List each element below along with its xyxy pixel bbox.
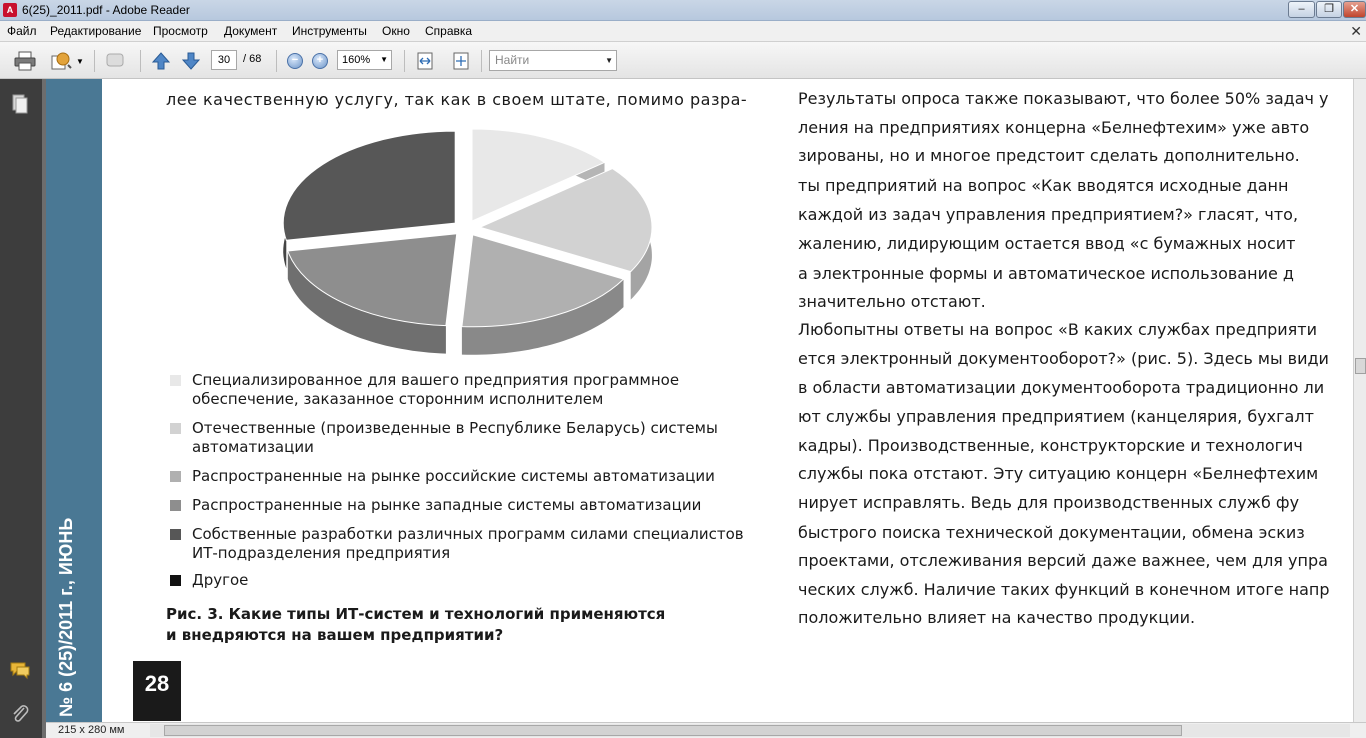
legend-swatch [170, 575, 181, 586]
paragraph-line: жалению, лидирующим остается ввод «с бумажных носит [798, 234, 1296, 253]
legend-label-line: Распространенные на рынке западные системы автоматизации [192, 496, 702, 514]
zoom-value: 160% [342, 54, 371, 66]
caption-line: и внедряются на вашем предприятии? [166, 626, 504, 644]
menu-help[interactable]: Справка [425, 24, 473, 38]
legend-swatch [170, 471, 181, 482]
journal-issue-mark: № 6 (25)/2011 г., ИЮНЬ [56, 517, 76, 717]
zoom-select[interactable] [337, 50, 392, 70]
paragraph-line: ления на предприятиях концерна «Белнефтехим» уже авто [798, 118, 1310, 137]
page-number-input[interactable]: 30 [211, 50, 237, 70]
legend-label [192, 419, 718, 457]
vertical-scrollbar[interactable] [1353, 79, 1366, 722]
legend-label-line: Собственные разработки различных программ силами специалистов [192, 525, 744, 543]
pie-chart [266, 128, 666, 358]
paragraph-line: проектами, отслеживания версий даже важнее, чем для упра [798, 551, 1328, 570]
scrollbar-thumb[interactable] [1355, 358, 1366, 374]
paragraph-line: в области автоматизации документооборота традиционно ли [798, 378, 1325, 397]
paragraph-line: а электронные формы и автоматическое использование д [798, 264, 1294, 283]
comment-icon[interactable] [104, 51, 126, 71]
chevron-down-icon[interactable]: ▼ [605, 56, 613, 65]
minimize-button[interactable]: – [1288, 1, 1315, 18]
fit-page-icon[interactable] [450, 51, 472, 71]
zoom-in-button[interactable]: + [312, 53, 328, 69]
menu-tools[interactable]: Инструменты [292, 24, 367, 38]
toolbar [0, 42, 1366, 79]
search-input[interactable] [489, 50, 617, 71]
paragraph-line: службы пока отстают. Эту ситуацию концерн «Белнефтехим [798, 464, 1319, 483]
print-icon[interactable] [14, 51, 36, 71]
legend-swatch [170, 423, 181, 434]
title-bar [0, 0, 1366, 21]
search-placeholder: Найти [495, 53, 530, 67]
adobe-reader-icon: A [3, 3, 17, 17]
paragraph-line: ты предприятий на вопрос «Как вводятся исходные данн [798, 176, 1289, 195]
paragraph-line: быстрого поиска технической документации, обмена эскиз [798, 523, 1305, 542]
paragraph-line: каждой из задач управления предприятием?» гласят, что, [798, 205, 1299, 224]
legend-label-line: ИТ-подразделения предприятия [192, 544, 451, 562]
paragraph-line: положительно влияет на качество продукции. [798, 608, 1196, 627]
close-button[interactable]: ✕ [1343, 1, 1366, 18]
legend-label [192, 571, 248, 590]
menu-edit[interactable]: Редактирование [50, 24, 142, 38]
paragraph-line: лее качественную услугу, так как в своем штате, помимо разра- [166, 90, 748, 109]
zoom-out-button[interactable]: − [287, 53, 303, 69]
legend-swatch [170, 375, 181, 386]
legend-label-line: Специализированное для вашего предприятия программное [192, 371, 680, 389]
page-number-badge: 28 [133, 661, 181, 721]
menu-view[interactable]: Просмотр [153, 24, 208, 38]
document-view[interactable] [46, 79, 1353, 722]
pie-slice [283, 131, 455, 240]
paragraph-line: зированы, но и многое предстоит сделать дополнительно. [798, 146, 1300, 165]
chevron-down-icon[interactable]: ▼ [380, 55, 388, 64]
comments-icon[interactable] [9, 659, 31, 681]
window-title: 6(25)_2011.pdf - Adobe Reader [22, 3, 190, 17]
page-total: / 68 [243, 53, 262, 65]
close-document-icon[interactable]: ✕ [1350, 23, 1362, 39]
legend-label-line: автоматизации [192, 438, 314, 456]
arrow-down-icon[interactable] [180, 51, 202, 71]
status-bar [46, 722, 1366, 738]
paragraph-line: нирует исправлять. Ведь для производственных служб фу [798, 493, 1300, 512]
chevron-down-icon[interactable]: ▼ [76, 57, 84, 66]
scrollbar-thumb[interactable] [164, 725, 1182, 736]
legend-swatch [170, 500, 181, 511]
legend-label-line: Отечественные (произведенные в Республике Беларусь) системы [192, 419, 718, 437]
legend-label-line: Другое [192, 571, 249, 589]
paragraph-line: значительно отстают. [798, 292, 986, 311]
legend-label [192, 525, 744, 563]
horizontal-scrollbar[interactable] [150, 724, 1350, 737]
paragraph-line: ется электронный документооборот?» (рис. 5). Здесь мы види [798, 349, 1329, 368]
paragraph-line: кадры). Производственные, конструкторские и технологич [798, 436, 1303, 455]
menu-window[interactable]: Окно [382, 24, 410, 38]
maximize-button[interactable]: ❐ [1316, 1, 1342, 18]
menu-document[interactable]: Документ [224, 24, 278, 38]
paragraph-line: ческих служб. Наличие таких функций в конечном итоге напр [798, 580, 1330, 599]
arrow-up-icon[interactable] [150, 51, 172, 71]
paragraph-line: Любопытны ответы на вопрос «В каких службах предприяти [798, 320, 1317, 339]
legend-label-line: обеспечение, заказанное сторонним исполнителем [192, 390, 604, 408]
paragraph-line: ют службы управления предприятием (канцелярия, бухгалт [798, 407, 1314, 426]
navigation-panel [0, 79, 42, 738]
legend-swatch [170, 529, 181, 540]
pages-icon[interactable] [9, 93, 31, 115]
legend-label [192, 467, 715, 486]
page-size-label: 215 x 280 мм [58, 724, 125, 736]
share-icon[interactable] [50, 51, 72, 71]
menu-file[interactable]: Файл [7, 24, 37, 38]
attachment-icon[interactable] [9, 703, 31, 725]
figure-caption [166, 604, 665, 646]
legend-label-line: Распространенные на рынке российские системы автоматизации [192, 467, 715, 485]
legend-label [192, 371, 679, 409]
caption-line: Рис. 3. Какие типы ИТ-систем и технологий применяются [166, 605, 666, 623]
menu-bar [0, 21, 1366, 42]
legend-label [192, 496, 701, 515]
paragraph-line: Результаты опроса также показывают, что более 50% задач у [798, 89, 1329, 108]
fit-width-icon[interactable] [414, 51, 436, 71]
